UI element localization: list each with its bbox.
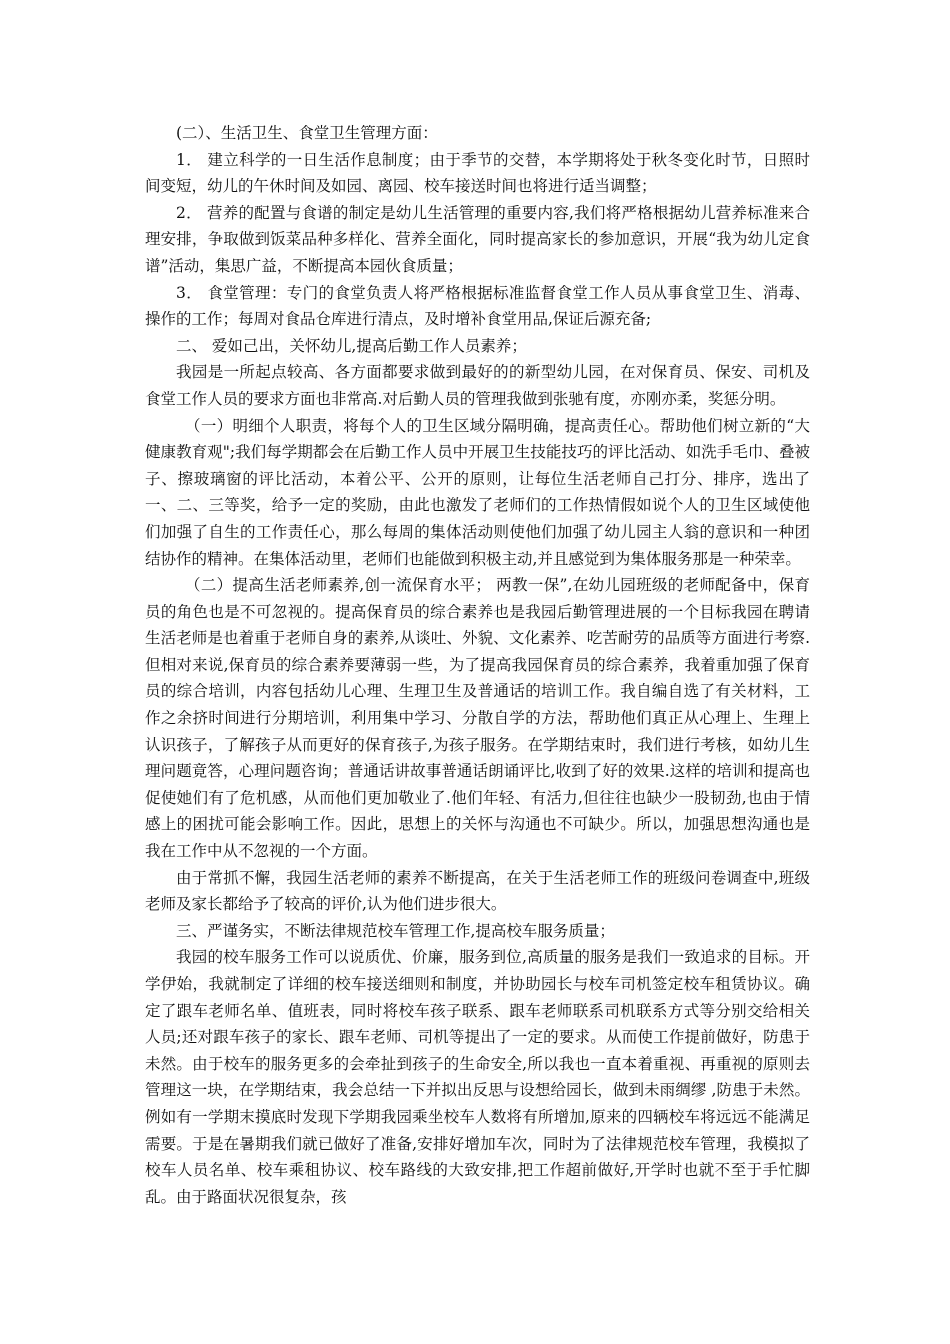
section-heading-hygiene: (二）、生活卫生、食堂卫生管理方面： bbox=[176, 124, 438, 142]
paragraph-results: 由于常抓不懈，我园生活老师的素养不断提高，在关于生活老师工作的班级问卷调查中,班级老师及家长都给予了较高的评价,认为他们进步很大。 bbox=[145, 868, 810, 914]
paragraph-responsibility: （一）明细个人职责，将每个人的卫生区域分隔明确，提高责任心。帮助他们树立新的“大健康教育观";我们每学期都会在后勤工作人员中开展卫生技能技巧的评比活动、如洗手毛巾、叠被子、擦玻璃窗的评比活动，本着公平、公开的原则，让每位生活老师自己打分、排序，选出了一、二、三等奖，给予一定的奖励，由此也激发了老师们的工作热情假如说个人的卫生区域使他们加强了自生的工作责任心，那么每周的集体活动则使他们加强了幼儿园主人翁的意识和一种团结协作的精神。在集体活动里，老师们也能做到积极主动,并且感觉到为集体服务那是一种荣幸。 bbox=[145, 416, 810, 568]
document-body bbox=[145, 120, 810, 1210]
section-heading-bus: 三、严谨务实，不断法律规范校车管理工作,提高校车服务质量； bbox=[176, 921, 615, 940]
paragraph-canteen: 3． 食堂管理：专门的食堂负责人将严格根据标准监督食堂工作人员从事食堂卫生、消毒、操作的工作；每周对食品仓库进行清点，及时增补食堂用品,保证后源充备; bbox=[145, 283, 810, 329]
paragraph-schedule: 1． 建立科学的一日生活作息制度；由于季节的交替，本学期将处于秋冬变化时节，日照时间变短，幼儿的午休时间及如园、离园、校车接送时间也将进行适当调整； bbox=[145, 150, 810, 196]
paragraph-intro: 我园是一所起点较高、各方面都要求做到最好的的新型幼儿园，在对保育员、保安、司机及食堂工作人员的要求方面也非常高.对后勤人员的管理我做到张驰有度，亦刚亦柔，奖惩分明。 bbox=[145, 363, 810, 408]
paragraph-training: （二）提高生活老师素养,创一流保育水平； 两教一保”,在幼儿园班级的老师配备中，保育员的角色也是不可忽视的。提高保育员的综合素养也是我园后勤管理进展的一个目标我园在聘请生活老师是也着重于老师自身的素养,从谈吐、外貌、文化素养、吃苦耐劳的品质等方面进行考察.但相对来说,保育员的综合素养要薄弱一些，为了提高我园保育员的综合素养，我着重加强了保育员的综合培训，内容包括幼儿心理、生理卫生及普通话的培训工作。我自编自选了有关材料，工作之余挤时间进行分期培训，利用集中学习、分散自学的方法，帮助他们真正从心理上、生理上认识孩子，了解孩子从而更好的保育孩子,为孩子服务。在学期结束时，我们进行考核，如幼儿生理问题竟答，心理问题咨询；普通话讲故事普通话朗诵评比,收到了好的效果.这样的培训和提高也促使她们有了危机感，从而他们更加敬业了.他们年轻、有活力,但往往也缺少一股韧劲,也由于情感上的困扰可能会影响工作。因此，思想上的关怀与沟通也不可缺少。所以，加强思想沟通也是我在工作中从不忽视的一个方面。 bbox=[145, 576, 810, 861]
section-heading-care: 二、 爱如己出，关怀幼儿,提高后勤工作人员素养； bbox=[176, 336, 527, 355]
paragraph-nutrition: 2． 营养的配置与食谱的制定是幼儿生活管理的重要内容,我们将严格根据幼儿营养标准来合理安排，争取做到饭菜品种多样化、营养全面化，同时提高家长的参加意识，开展“我为幼儿定食谱”活动，集思广益，不断提高本园伙食质量； bbox=[145, 203, 810, 275]
paragraph-bus-service: 我园的校车服务工作可以说质优、价廉，服务到位,高质量的服务是我们一致追求的目标。开学伊始，我就制定了详细的校车接送细则和制度，并协助园长与校车司机签定校车租赁协议。确定了跟车老师名单、值班表，同时将校车孩子联系、跟车老师联系司机联系方式等分别交给相关人员;还对跟车孩子的家长、跟车老师、司机等提出了一定的要求。从而使工作提前做好，防患于未然。由于校车的服务更多的会牵扯到孩子的生命安全,所以我也一直本着重视、再重视的原则去管理这一块，在学期结束，我会总结一下并拟出反思与设想给园长，做到未雨绸缪 ,防患于未然。例如有一学期末摸底时发现下学期我园乘坐校车人数将有所增加,原来的四辆校车将远远不能满足需要。于是在暑期我们就已做好了准备,安排好增加车次，同时为了法律规范校车管理，我模拟了校车人员名单、校车乘租协议、校车路线的大致安排,把工作超前做好,开学时也就不至于手忙脚乱。由于路面状况很复杂，孩 bbox=[145, 948, 810, 1206]
